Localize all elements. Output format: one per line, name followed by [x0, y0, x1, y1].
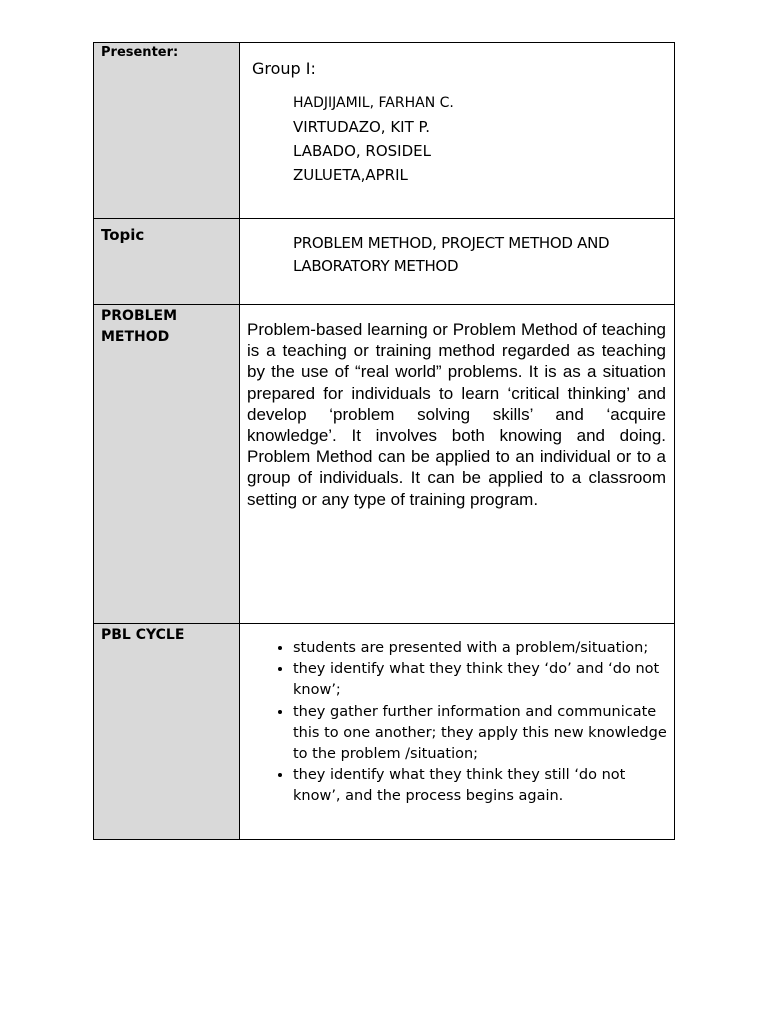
presenter-content-cell — [240, 43, 675, 219]
pbl-cycle-content-cell — [240, 624, 675, 840]
member-name: VIRTUDAZO, KIT P. — [293, 118, 430, 136]
member-name: LABADO, ROSIDEL — [293, 142, 431, 160]
problem-method-label-line: METHOD — [101, 329, 170, 345]
list-item: • they identify what they think they still ‘do not know’, and the process begins again. — [293, 765, 668, 807]
problem-method-row — [94, 305, 675, 624]
problem-method-label-line: PROBLEM — [101, 308, 178, 324]
member-name: ZULUETA,APRIL — [293, 166, 408, 184]
list-item: • they gather further information and communicate this to one another; they apply this new knowledge to the problem /situation; — [293, 702, 668, 766]
pbl-cycle-list — [240, 638, 668, 808]
list-item: • they identify what they think they ‘do’ and ‘do not know’; — [293, 659, 668, 701]
list-item: • students are presented with a problem/situation; — [293, 638, 668, 659]
topic-row — [94, 219, 675, 305]
topic-title-line: PROBLEM METHOD, PROJECT METHOD AND — [293, 234, 610, 252]
presenter-row — [94, 43, 675, 219]
problem-method-content-cell — [240, 305, 675, 624]
pbl-cycle-label-cell — [94, 624, 240, 840]
member-list — [293, 91, 674, 187]
pbl-cycle-row — [94, 624, 675, 840]
problem-method-label-cell — [94, 305, 240, 624]
topic-title — [293, 232, 664, 278]
lesson-table — [93, 42, 675, 840]
problem-method-label — [94, 305, 239, 348]
group-title: Group I: — [252, 59, 316, 78]
problem-method-text: Problem-based learning or Problem Method of teaching is a teaching or training method regarded as teaching by the use of “real world” problems. It is as a situation prepared for individuals to learn ‘critical thinking’ and develop ‘problem solving skills’ and ‘acquire knowledge’. It involves both knowing and doing. Problem Method can be applied to an individual or to a group of individuals. It can be applied to a classroom setting or any type of training program. — [247, 320, 666, 509]
topic-label-cell — [94, 219, 240, 305]
topic-content-cell — [240, 219, 675, 305]
topic-label: Topic — [101, 226, 145, 244]
presenter-label-cell — [94, 43, 240, 219]
pbl-cycle-label: PBL CYCLE — [101, 627, 185, 643]
member-name: HADJIJAMIL, FARHAN C. — [293, 95, 454, 111]
presenter-label: Presenter: — [101, 45, 179, 60]
topic-title-line: LABORATORY METHOD — [293, 257, 459, 275]
